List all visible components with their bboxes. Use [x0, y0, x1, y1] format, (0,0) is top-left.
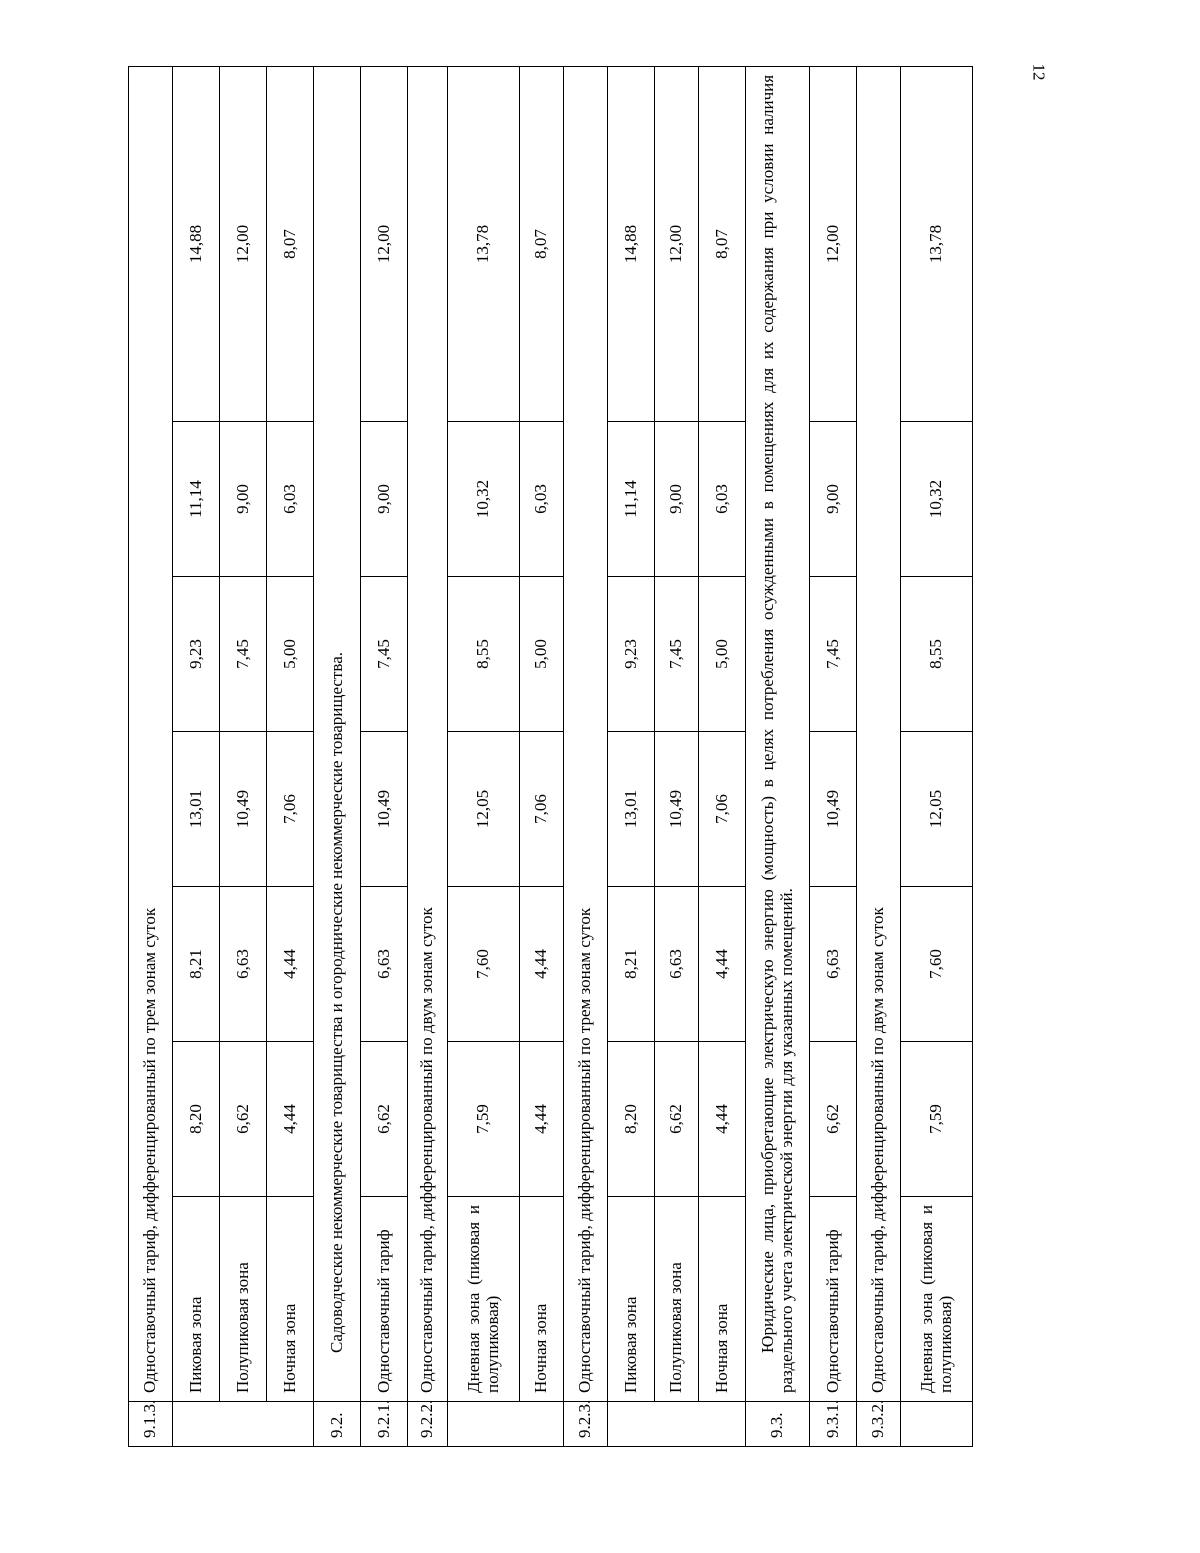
value-cell: 9,00 [220, 422, 267, 577]
value-cell: 9,23 [608, 577, 655, 732]
zone-name: Полупиковая зона [220, 1197, 267, 1402]
value-cell: 12,05 [901, 732, 973, 887]
value-cell: 7,06 [520, 732, 564, 887]
zone-name-line: полупиковая) [482, 1295, 502, 1393]
table-row [746, 66, 810, 1446]
value-cell: 8,20 [608, 1042, 655, 1197]
value-cell: 6,62 [810, 1042, 857, 1197]
row-number: 9.2.1. [361, 1402, 408, 1447]
zone-name [448, 1197, 520, 1402]
value-cell: 13,01 [173, 732, 220, 887]
zone-name: Ночная зона [699, 1197, 746, 1402]
value-cell: 7,45 [220, 577, 267, 732]
value-cell: 8,55 [448, 577, 520, 732]
section-heading: Юридические лица, приобретающие электрическую энергию (мощность) в целях потребления осужденными в помещениях для их содержания при условии наличия раздельного учета электрической энергии для указанных помещений. [746, 66, 810, 1401]
row-number-empty [901, 1402, 973, 1447]
row-number: 9.2.3. [564, 1402, 608, 1447]
table-row [314, 66, 361, 1446]
value-cell: 5,00 [520, 577, 564, 732]
table-row [361, 66, 408, 1446]
zone-name-word: Дневная [917, 1332, 937, 1393]
value-cell: 10,49 [220, 732, 267, 887]
zone-name: Полупиковая зона [655, 1197, 699, 1402]
row-number: 9.3.2. [857, 1402, 901, 1447]
table-row [608, 66, 655, 1446]
row-number-empty [173, 1402, 314, 1447]
zone-name: Пиковая зона [173, 1197, 220, 1402]
value-cell: 9,00 [810, 422, 857, 577]
zone-name-line: полупиковая) [935, 1295, 955, 1393]
zone-name-word: Дневная [464, 1332, 484, 1393]
table-row [857, 66, 901, 1446]
value-cell: 4,44 [699, 1042, 746, 1197]
value-cell: 4,44 [699, 887, 746, 1042]
value-cell: 7,06 [267, 732, 314, 887]
value-cell: 14,88 [173, 66, 220, 421]
section-heading: Одноставочный тариф, дифференцированный по трем зонам суток [564, 66, 608, 1401]
value-cell: 4,44 [267, 1042, 314, 1197]
table-row [810, 66, 857, 1446]
value-cell: 13,78 [448, 66, 520, 421]
table-row [220, 66, 267, 1446]
value-cell: 5,00 [267, 577, 314, 732]
row-number: 9.1.3. [129, 1402, 173, 1447]
zone-name: Ночная зона [267, 1197, 314, 1402]
table-row [564, 66, 608, 1446]
value-cell: 7,59 [901, 1042, 973, 1197]
value-cell: 8,07 [699, 66, 746, 421]
value-cell: 4,44 [520, 1042, 564, 1197]
tariff-name: Одноставочный тариф [361, 1197, 408, 1402]
value-cell: 6,63 [361, 887, 408, 1042]
value-cell: 12,00 [220, 66, 267, 421]
value-cell: 8,07 [267, 66, 314, 421]
section-heading: Садоводческие некоммерческие товарищества и огороднические некоммерческие товарищества. [314, 66, 361, 1401]
value-cell: 10,49 [361, 732, 408, 887]
section-heading: Одноставочный тариф, дифференцированный по трем зонам суток [129, 66, 173, 1401]
value-cell: 7,45 [810, 577, 857, 732]
value-cell: 10,49 [655, 732, 699, 887]
tariff-name: Одноставочный тариф [810, 1197, 857, 1402]
table-row [520, 66, 564, 1446]
value-cell: 10,32 [901, 422, 973, 577]
zone-name-word: и [917, 1205, 937, 1215]
section-heading: Одноставочный тариф, дифференцированный по двум зонам суток [857, 66, 901, 1401]
value-cell: 7,06 [699, 732, 746, 887]
value-cell: 6,03 [699, 422, 746, 577]
zone-name-word: зона [917, 1292, 937, 1325]
value-cell: 7,59 [448, 1042, 520, 1197]
value-cell: 6,03 [520, 422, 564, 577]
value-cell: 9,00 [361, 422, 408, 577]
zone-name-word: зона [464, 1292, 484, 1325]
row-number: 9.2. [314, 1402, 361, 1447]
value-cell: 6,62 [220, 1042, 267, 1197]
value-cell: 9,23 [173, 577, 220, 732]
value-cell: 8,21 [173, 887, 220, 1042]
value-cell: 8,55 [901, 577, 973, 732]
table-row [901, 66, 973, 1446]
row-number: 9.3.1. [810, 1402, 857, 1447]
zone-name-line [918, 1205, 936, 1393]
zone-name [901, 1197, 973, 1402]
value-cell: 12,00 [361, 66, 408, 421]
value-cell: 12,00 [655, 66, 699, 421]
value-cell: 12,05 [448, 732, 520, 887]
value-cell: 8,21 [608, 887, 655, 1042]
value-cell: 13,01 [608, 732, 655, 887]
value-cell: 10,49 [810, 732, 857, 887]
zone-name: Ночная зона [520, 1197, 564, 1402]
value-cell: 6,62 [655, 1042, 699, 1197]
value-cell: 6,63 [655, 887, 699, 1042]
value-cell: 7,45 [361, 577, 408, 732]
value-cell: 5,00 [699, 577, 746, 732]
zone-name-word: (пиковая [917, 1221, 937, 1285]
table-row [408, 66, 448, 1446]
row-number-empty [448, 1402, 564, 1447]
table-row [267, 66, 314, 1446]
zone-name: Пиковая зона [608, 1197, 655, 1402]
row-number-empty [608, 1402, 746, 1447]
page-number: 12 [1029, 63, 1049, 81]
value-cell: 7,60 [901, 887, 973, 1042]
value-cell: 14,88 [608, 66, 655, 421]
value-cell: 6,03 [267, 422, 314, 577]
value-cell: 11,14 [608, 422, 655, 577]
row-number: 9.2.2. [408, 1402, 448, 1447]
value-cell: 6,63 [810, 887, 857, 1042]
zone-name-word: и [464, 1205, 484, 1215]
tariff-table [128, 66, 973, 1447]
value-cell: 4,44 [267, 887, 314, 1042]
value-cell: 8,07 [520, 66, 564, 421]
table-row [655, 66, 699, 1446]
table-row [448, 66, 520, 1446]
value-cell: 11,14 [173, 422, 220, 577]
value-cell: 6,63 [220, 887, 267, 1042]
value-cell: 7,45 [655, 577, 699, 732]
value-cell: 12,00 [810, 66, 857, 421]
zone-name-word: (пиковая [464, 1221, 484, 1285]
table-row [699, 66, 746, 1446]
table-row [129, 66, 173, 1446]
row-number: 9.3. [746, 1402, 810, 1447]
value-cell: 4,44 [520, 887, 564, 1042]
section-heading: Одноставочный тариф, дифференцированный по двум зонам суток [408, 66, 448, 1401]
rotated-page-content [128, 67, 968, 1447]
value-cell: 8,20 [173, 1042, 220, 1197]
value-cell: 9,00 [655, 422, 699, 577]
table-row [173, 66, 220, 1446]
value-cell: 10,32 [448, 422, 520, 577]
value-cell: 7,60 [448, 887, 520, 1042]
value-cell: 6,62 [361, 1042, 408, 1197]
zone-name-line [465, 1205, 483, 1393]
value-cell: 13,78 [901, 66, 973, 421]
